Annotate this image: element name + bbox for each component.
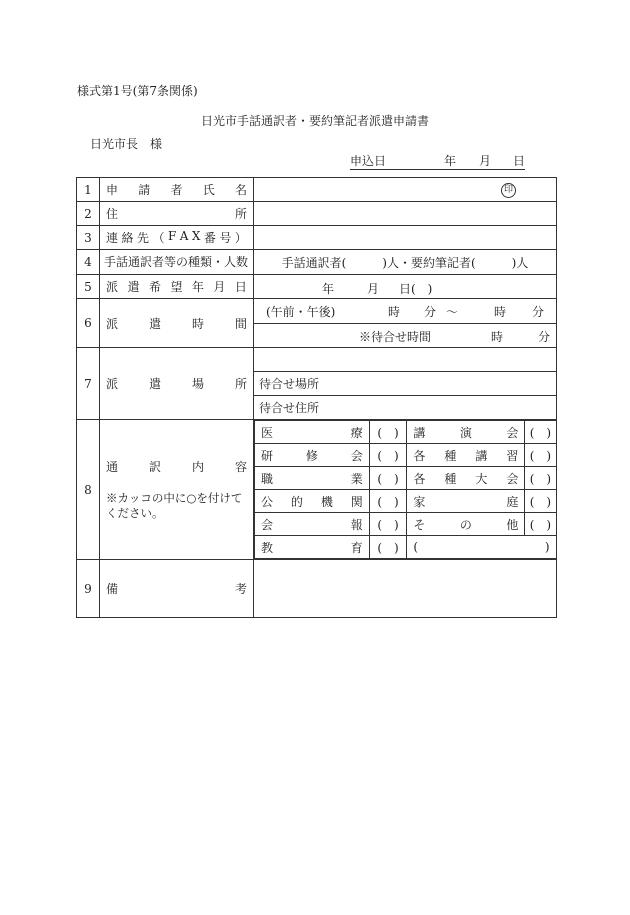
row-number: 9 [77,560,100,618]
label-char: 的 [290,494,303,509]
content-item-label [255,467,370,490]
row-dispatch-time-1 [77,299,557,324]
meeting-time-field[interactable] [254,323,557,348]
label-char: 研 [261,448,274,463]
label-char: 派 [106,316,119,331]
label-char: 育 [350,540,363,555]
time-hour-end: 時 [494,305,507,319]
content-item-row [255,513,557,536]
dispatch-time-field[interactable] [254,299,557,324]
content-item-choice[interactable]: ( ) [525,444,556,467]
label-char: 日 [234,280,247,294]
content-item-row [255,467,557,490]
dispatch-time-label [106,315,247,332]
application-date-month: 月 [479,154,492,168]
label-char: 医 [261,425,274,440]
content-item-choice[interactable]: ( ) [369,490,407,513]
label-char: 所 [234,377,247,391]
addressee: 日光市長 様 [90,137,163,151]
content-note: ※カッコの中に○を付けてください。 [106,491,243,520]
label-char: 希 [148,280,161,294]
label-char: 種 [444,471,457,486]
dispatch-place-field[interactable] [254,348,557,372]
label-char: 請 [138,183,151,197]
label-char: 訳 [148,460,161,474]
label-char: そ [413,517,426,532]
label-char: 教 [261,540,274,555]
label-char: 時 [191,316,204,331]
label-char: （ [152,231,165,245]
label-char: 所 [234,207,247,221]
label-char: 派 [106,280,119,294]
label-char: 場 [191,377,204,391]
label-char: A [179,229,189,243]
content-item-choice[interactable]: ( ) [369,536,407,559]
content-item-choice[interactable]: ( ) [525,513,556,536]
meeting-address-field[interactable] [254,396,557,420]
label-char: 住 [106,207,119,221]
content-item-label [255,444,370,467]
label-char: 講 [413,425,426,440]
other-open-paren: ( [413,540,419,554]
row-contact [77,226,557,250]
application-date-label: 申込日 [350,154,387,168]
label-char: F [167,229,177,243]
meeting-time-label: ※待合せ時間 [359,329,432,344]
label-char: 通 [106,460,119,474]
content-item-label [407,490,525,513]
content-item-row [255,490,557,513]
label-char: 他 [506,517,519,532]
row-applicant-name [77,178,557,202]
label-char: 会 [506,425,519,440]
row-remarks [77,560,557,618]
label-char: 各 [413,448,426,463]
form-number: 様式第1号(第7条関係) [77,84,198,98]
row-number: 3 [77,226,100,250]
content-item-choice[interactable]: ( ) [369,421,407,444]
address-field[interactable] [254,202,557,226]
other-specify-field[interactable] [407,536,556,559]
content-item-choice[interactable]: ( ) [369,444,407,467]
label-char: 容 [234,460,247,474]
form-title: 日光市手話通訳者・要約筆記者派遣申請書 [200,114,429,128]
address-label [106,205,247,222]
content-item-label [407,513,525,536]
dispatch-place-label [106,375,247,392]
content-items-table [254,420,557,559]
label-char: 者 [170,183,183,197]
meeting-place-field[interactable] [254,372,557,396]
time-hour: 時 [388,305,401,319]
label-char: 演 [459,425,472,440]
label-char: 先 [136,231,149,245]
content-item-label [255,490,370,513]
label-char: 職 [261,471,274,486]
application-form-table [76,177,557,618]
dispatch-date-label [106,278,247,295]
label-char: 療 [350,425,363,440]
content-item-choice[interactable]: ( ) [369,513,407,536]
content-item-label [255,513,370,536]
application-date-day: 日 [513,154,526,168]
label-char: 絡 [121,231,134,245]
dispatch-year: 年 [322,282,335,296]
content-item-row [255,536,557,559]
label-char: 内 [191,460,204,474]
row-number: 1 [77,178,100,202]
row-number: 6 [77,299,100,348]
content-item-label [407,467,525,490]
remarks-label [106,580,247,597]
label-char: X [191,229,201,243]
content-item-row [255,421,557,444]
label-char: 会 [261,517,274,532]
application-date[interactable] [350,154,525,170]
interpreter-type-field[interactable] [254,250,557,275]
label-char: 家 [413,494,426,509]
content-item-choice[interactable]: ( ) [525,467,556,490]
label-char: 年 [191,280,204,294]
label-char: 庭 [506,494,519,509]
row-number: 5 [77,275,100,299]
seal-mark: 印 [501,183,516,198]
interpreter-type-label: 手話通訳者等の種類・人数 [100,250,254,275]
label-char: 習 [506,448,519,463]
content-item-choice[interactable]: ( ) [525,490,556,513]
applicant-name-field[interactable] [254,178,557,202]
label-char: 申 [106,183,119,197]
label-char: 遣 [127,280,140,294]
label-char: 各 [413,471,426,486]
row-dispatch-place-1 [77,348,557,372]
label-char: 関 [350,494,363,509]
content-item-label [255,421,370,444]
row-number: 7 [77,348,100,420]
contact-field[interactable] [254,226,557,250]
label-char: 望 [170,280,183,294]
dispatch-date-field[interactable] [254,275,557,299]
remarks-field[interactable] [254,560,557,618]
label-char: 月 [213,280,226,294]
label-char: 氏 [202,183,215,197]
application-date-year: 年 [444,154,457,168]
content-item-label [407,421,525,444]
row-number: 4 [77,250,100,275]
content-item-choice[interactable]: ( ) [369,467,407,490]
dispatch-month: 月 [367,282,380,296]
label-char: 間 [234,316,247,331]
meeting-hour: 時 [491,329,504,344]
content-label [106,458,247,475]
label-char: 番 [203,231,216,245]
label-char: 種 [444,448,457,463]
row-interpreter-type [77,250,557,275]
label-char: 会 [350,448,363,463]
row-dispatch-date [77,275,557,299]
applicant-name-label [106,181,247,198]
interpreter-type-value: 手話通訳者( )人・要約筆記者( )人 [281,255,529,270]
label-char: 会 [506,471,519,486]
content-item-choice[interactable]: ( ) [525,421,556,444]
label-char: の [459,517,472,532]
label-char: 遣 [148,377,161,391]
row-interpretation-content [77,420,557,560]
label-char: 連 [106,231,119,245]
label-char: 備 [106,582,119,596]
label-char: 公 [261,494,274,509]
row-address [77,202,557,226]
label-char: 考 [234,582,247,596]
content-item-label [407,444,525,467]
meeting-address-label: 待合せ住所 [259,401,320,415]
meeting-minute: 分 [538,329,551,344]
label-char: 業 [350,471,363,486]
label-char: 報 [350,517,363,532]
meeting-place-label: 待合せ場所 [259,377,320,391]
label-char: 大 [475,471,488,486]
label-char: 号 [219,231,232,245]
contact-label [106,229,247,246]
row-number: 2 [77,202,100,226]
time-minute: 分 [424,305,437,319]
time-minute-end: 分 [532,305,545,319]
label-char: 修 [305,448,318,463]
label-char: 講 [475,448,488,463]
label-char: 遣 [148,316,161,331]
content-item-label [255,536,370,559]
content-item-row [255,444,557,467]
label-char: 派 [106,377,119,391]
other-close-paren: ) [544,540,550,554]
label-char: 名 [234,183,247,197]
ampm-choice: (午前・午後) [266,305,336,319]
time-tilde: ～ [446,305,459,319]
label-char: ） [234,231,247,245]
label-char: 機 [320,494,333,509]
row-number: 8 [77,420,100,560]
dispatch-day: 日( ) [399,282,433,296]
